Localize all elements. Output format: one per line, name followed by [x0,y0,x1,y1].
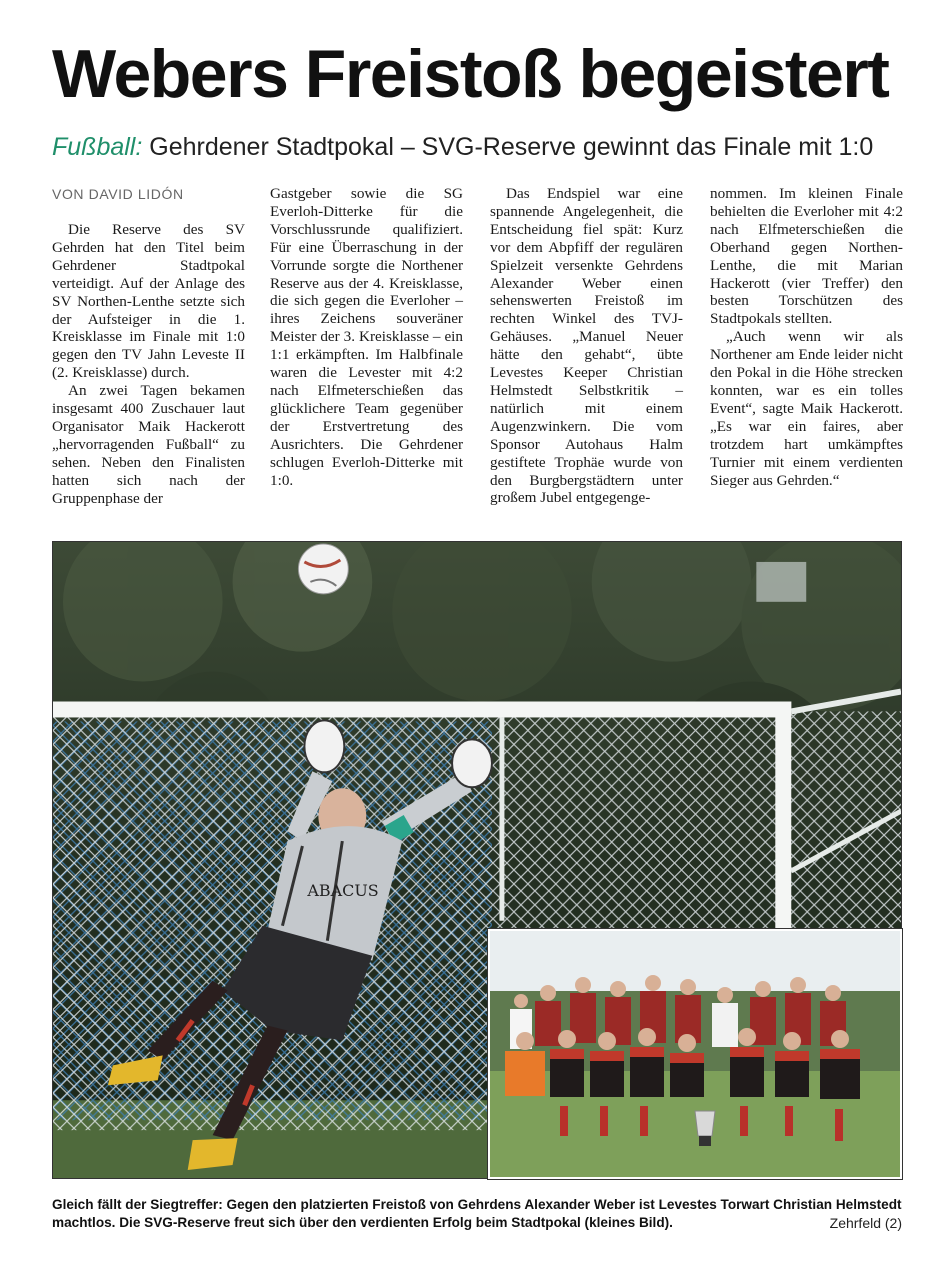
headline: Webers Freistoß begeistert [52,36,889,112]
photo-credit: Zehrfeld (2) [822,1214,902,1232]
paragraph: nommen. Im kleinen Finale behielten die Everloher mit 4:2 nach Elfmeterschießen die Oberhand gegen Northen-Lenthe, die mit Marian Hackerott (vier Treffer) den besten Torschützen des Stadtpokals stellten. [710,185,903,328]
paragraph: Die Reserve des SV Gehrden hat den Titel beim Gehrdener Stadtpokal verteidigt. Auf der Anlage des SV Northen-Lenthe setzte sich der Aufsteiger in die 1. Kreisklasse im Finale mit 1:0 gegen den TV Jahn Leveste II (2. Kreisklasse) durch. [52,221,245,382]
article-column-2 [270,185,463,489]
article-column-1 [52,221,245,508]
paragraph: „Auch wenn wir als Northener am Ende leider nicht den Pokal in die Höhe strecken konnten, war es ein tolles Event“, sagte Maik Hackerott. „Es war ein faires, aber trotzdem hart umkämpftes Turnier mit einem verdienten Sieger aus Gehrden.“ [710,328,903,489]
paragraph: An zwei Tagen bekamen insgesamt 400 Zuschauer laut Organisator Maik Hackerott „hervorragenden Fußball“ zu sehen. Neben den Finalisten hatten sich nach der Gruppenphase der [52,382,245,507]
article-column-4 [710,185,903,489]
subline [52,130,912,164]
subline-text: Gehrdener Stadtpokal – SVG-Reserve gewinnt das Finale mit 1:0 [149,133,874,161]
paragraph: Das Endspiel war eine spannende Angelegenheit, die Entscheidung fiel spät: Kurz vor dem Abpfiff der regulären Spielzeit versenkte Gehrdens Alexander Weber einen sehenswerten Freistoß im rechten Winkel des TVJ-Gehäuses. „Manuel Neuer hätte den gehabt“, übte Levestes Keeper Christian Helmstedt Selbstkritik – natürlich mit einem Augenzwinkern. Die vom Sponsor Autohaus Halm gestiftete Trophäe wurde von den Burgbergstädtern unter großem Jubel entgegenge- [490,185,683,507]
byline: VON DAVID LIDÓN [52,186,184,202]
article-column-3 [490,185,683,507]
paragraph: Gastgeber sowie die SG Everloh-Ditterke für die Vorschlussrunde qualifiziert. Für eine Überraschung in der Vorrunde sorgte die Northener Reserve aus der 4. Kreisklasse, die sich gegen die Everloher – ihres Zeichens souveräner Meister der 3. Kreisklasse – ein 1:1 erkämpften. Im Halbfinale waren die Levester mit 4:2 nach Elfmeterschießen das glücklichere Team gegenüber der Erstvertretung des Ausrichters. Die Gehrdener schlugen Everloh-Ditterke mit 1:0. [270,185,463,489]
rubric-label: Fußball: [52,133,143,161]
jersey-text: ABACUS [307,880,379,900]
team-illustration [490,931,900,1177]
photo-caption: Gleich fällt der Siegtreffer: Gegen den platzierten Freistoß von Gehrdens Alexander Weber ist Levestes Torwart Christian Helmstedt machtlos. Die SVG-Reserve freut sich über den verdienten Erfolg beim Stadtpokal (kleines Bild). [52,1197,902,1230]
inset-photo-team [488,929,902,1179]
